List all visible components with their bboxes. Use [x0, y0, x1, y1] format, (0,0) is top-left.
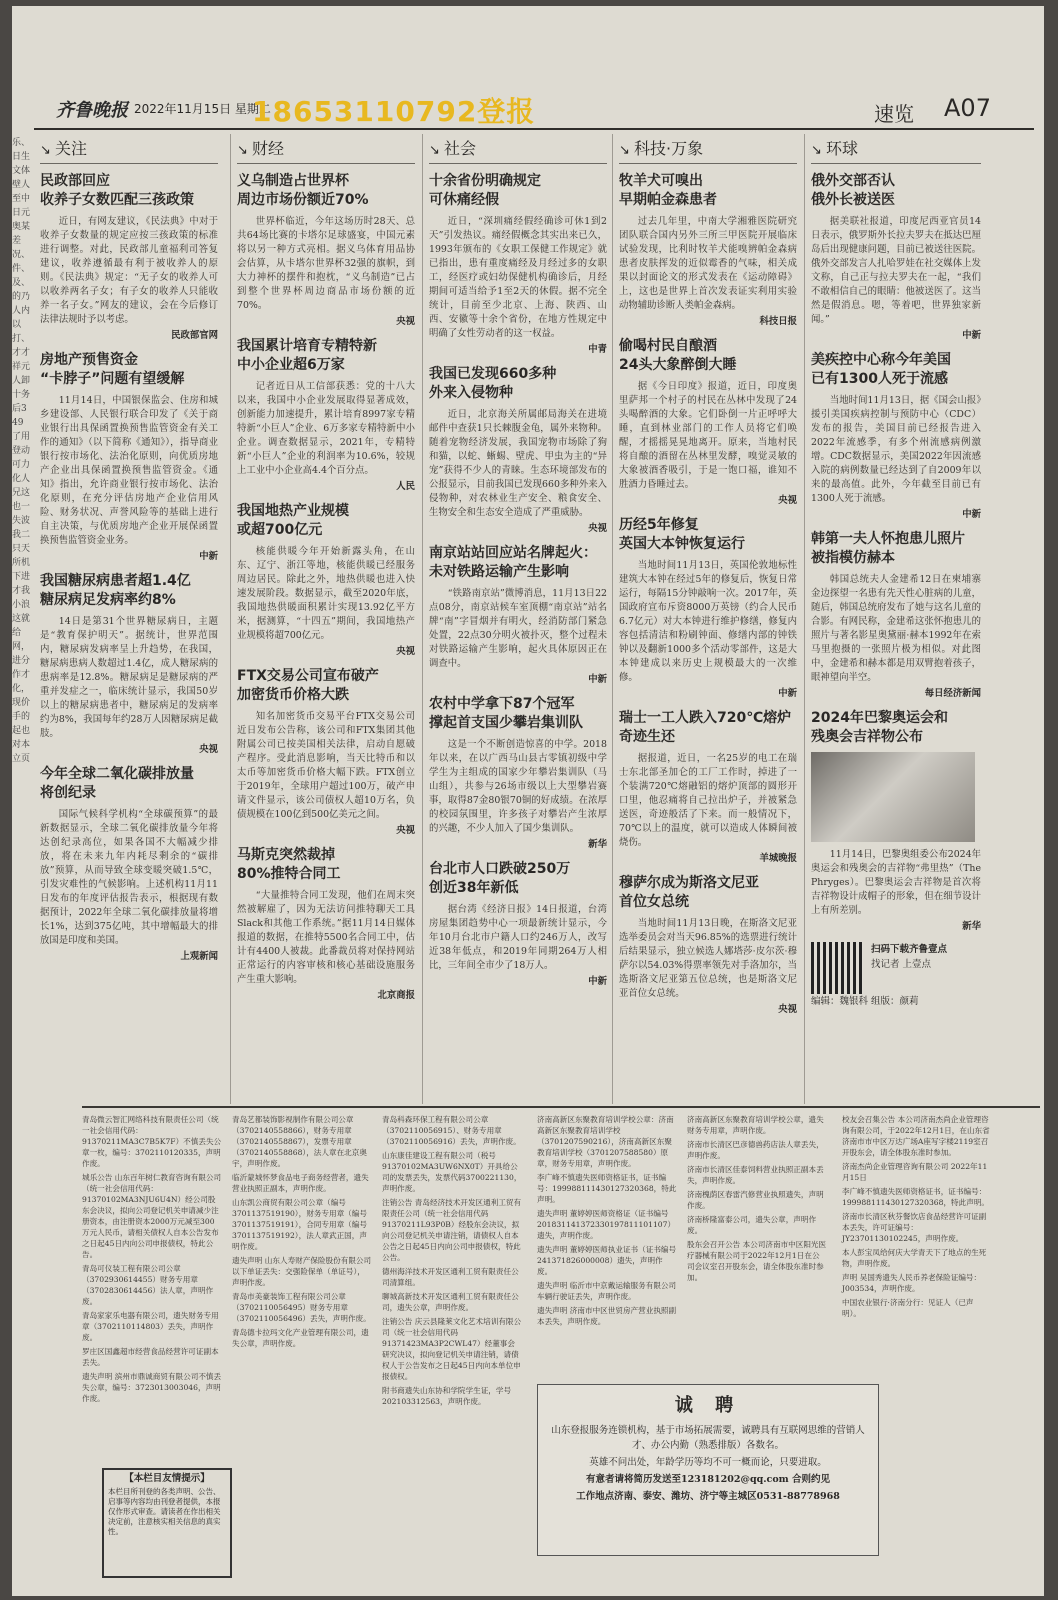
left-edge-neighbor-page-text: 乐、日生文体壁人至中日元奥某差况、件、及、的乃人内以打、才才祥元人卸十务后349了用登动可力化人兄这也一失波我二只天所机下进才我小浪这就给网，进分作才化，现价手的起也对本立页 [12, 138, 31, 764]
article-body: 近日，“深圳痛经假经确诊可休1到2天”引发热议。痛经假概念其实出来已久，1993年颁布的《女职工保健工作规定》就已指出，患有重度痛经及月经过多的女职工，经医疗或妇幼保健机构确诊后，月经期间可适当给予1至2天的休假。据不完全统计，目前至少北京、上海、陕西、山西、安徽等十余个省份，在地方性规定中明确了女性劳动者的这一权益。 [429, 216, 607, 339]
article [237, 667, 415, 836]
article-body: 韩国总统夫人金建希12日在柬埔寨金边探望一名患有先天性心脏病的儿童，随后，韩国总统府发布了她与这名儿童的合影。有网民称，金建希这张怀抱患儿的照片与著名影星奥黛丽·赫本1992年在索马里抱摄的一张照片极为相似。对此图中，金建希和赫本都是用双臂抱着孩子，眼神望向半空。 [811, 574, 981, 683]
notice-item: 罗庄区国鑫超市经营食品经营许可证副本丢失。 [82, 1347, 219, 1367]
article-body: 记者近日从工信部获悉：党的十八大以来，我国中小企业发展取得显著成效，创新能力加速提升，累计培育8997家专精特新“小巨人”企业、6万多家专精特新中小企业。调查数据显示，2021年，专精特新“小巨人”企业的利润率为10.6%，较规上工业中小企业高4.4个百分点。 [237, 381, 415, 476]
column-caijing [230, 134, 415, 1104]
article-source: 中新 [588, 674, 607, 685]
article-source: 央视 [396, 316, 415, 327]
qr-slogan: 找记者 上壹点 [871, 959, 932, 970]
notice-item: 注销公告 青岛经济技术开发区通利工贸有限责任公司（统一社会信用代码91370211L93P0B）经股东会决议，拟向公司登记机关申请注销，请债权人自本公告之日起45日内向公司申报债权，特此公告。 [382, 1198, 522, 1262]
notice-item: 青岛可仪装工程有限公司公章（3702930614455）财务专用章（3702830614456）法人章，声明作废。 [82, 1264, 214, 1306]
article [619, 172, 797, 327]
article-source: 人民 [396, 481, 415, 492]
article-headline: 美疾控中心称今年美国 已有1300人死于流感 [811, 352, 951, 387]
article-headline: 牧羊犬可嗅出 早期帕金森患者 [619, 173, 717, 208]
article-body: 知名加密货币交易平台FTX交易公司近日发布公告称，该公司和FTX集团其他附属公司已按美国相关法律，启动自愿破产程序。受此消息影响，当天比特币和以太币等加密货币价格大幅下跌。FTX创立于2019年，全球用户超过100万，破产申请文件显示，该公司债权人超10万名，负债规模在100亿到500亿美元之间。 [237, 711, 415, 820]
article-source: 北京商报 [377, 990, 415, 1001]
column-keji-wanxiang [612, 134, 797, 1104]
notice-item: 城乐公告 山东百年树仁教育咨询有限公司（统一社会信用代码：91370102MA3NJU6U4N）经公司股东会决议，拟向公司登记机关申请减少注册资本，由注册资本2000万元减至300万元人民币，请相关债权人自本公告发布之日起45日内向公司申报债权，特此公告。 [82, 1173, 222, 1259]
issue-date: 2022年11月15日 星期二 [134, 102, 271, 116]
article [40, 765, 218, 962]
article-source: 上观新闻 [180, 951, 218, 962]
notice-item: 德州海洋技术开发区通利工贸有限责任公司清算组。 [382, 1267, 519, 1287]
article [619, 337, 797, 506]
article-headline: 房地产预售资金 “卡脖子”问题有望缓解 [40, 352, 185, 387]
notice-column [382, 1114, 522, 1406]
article-headline: 我国地热产业规模 或超700亿元 [237, 503, 349, 538]
notice-item: 李广峰不慎遗失医师资格证书，证书编号：199988111430127320368，特此声明。 [537, 1173, 677, 1204]
notice-item: 青岛艺都装饰影视制作有限公司公章（3702140558866），财务专用章（3702140558867），发票专用章（3702140558868），法人章在北京奥宇，声明作废。 [232, 1115, 367, 1168]
article [619, 874, 797, 1015]
notice-item: 中国农业银行·济南分行：见证人（已声明）。 [842, 1298, 974, 1318]
article-headline: FTX交易公司宣布破产 加密货币价格大跌 [237, 668, 379, 703]
article-headline: 偷喝村民自酿酒 24头大象醉倒大睡 [619, 338, 737, 373]
article [237, 846, 415, 1001]
notice-item: 临沂蒙城怀梦食品电子商务经营者，遗失营业执照正副本，声明作废。 [232, 1173, 369, 1193]
article [237, 172, 415, 327]
notice-item: 济南市长清区佳泰饲料营业执照正副本丢失，声明作废。 [687, 1165, 824, 1185]
column-guanzhu [40, 134, 218, 1104]
article-headline: 我国糖尿病患者超1.4亿 糖尿病足发病率约8% [40, 573, 191, 608]
notice-item: 济南桥隆富泰公司，遗失公章，声明作废。 [687, 1215, 817, 1235]
article-source: 中新 [778, 688, 797, 699]
article-source: 中新 [962, 330, 981, 341]
article-body: 据《今日印度》报道，近日，印度奥里萨邦一个村子的村民在丛林中发现了24头喝醉酒的大象。它们卧倒一片正呼呼大睡，直到林业部门的工作人员将它们唤醒，才摇摇晃晃地离开。原来，当地村民将自酿的酒留在丛林里发酵，嗅觉灵敏的大象被酒香吸引，于是一饱口福，谁知不胜酒力昏睡过去。 [619, 381, 797, 490]
notice-item: 山东凯公商贸有限公司公章（编号3701137519190），财务专用章（编号3701137519191），合同专用章（编号3701137519192），法人章武正国，声明作废。 [232, 1198, 367, 1251]
column-heading: ↘ 科技·万象 [619, 134, 797, 164]
article [40, 572, 218, 755]
article-body: 核能供暖今年开始新露头角，在山东、辽宁、浙江等地，核能供暖已经服务周边居民。除此之外，地热供暖也进入快速发展阶段。数据显示，截至2020年底，我国地热供暖面积累计实现13.92亿平方米，据测算，“十四五”期间，我国地热产业规模将超700亿元。 [237, 546, 415, 641]
article-body: 当地时间11月13日，英国伦敦地标性建筑大本钟在经过5年的修复后，恢复日常运行，每隔15分钟敲响一次。2017年，英国政府宣布斥资8000万英镑（约合人民币6.7亿元）对大本钟进行维护修缮，修复内容包括清洁和粉刷钟面、修缮内部的钟铁钟以及翻新1000多个活动零部件，这是大本钟建成以来历史上规模最大的一次维修。 [619, 560, 797, 683]
notice-item: 青岛德卡拉玛文化产业管理有限公司，遗失公章，声明作废。 [232, 1328, 369, 1348]
recruitment-line: 有意者请将简历发送至123181202@qq.com 合则约见 [585, 1474, 831, 1485]
article-source: 央视 [396, 825, 415, 836]
recruitment-ad [537, 1384, 879, 1556]
newspaper-logo: 齐鲁晚报 [56, 100, 128, 121]
article-body: 14日是第31个世界糖尿病日，主题是“教育保护明天”。据统计，世界范围内，糖尿病发病率呈上升趋势，在我国，糖尿病患病人数超过1.4亿，成人糖尿病的患病率是12.8%。糖尿病足是糖尿病的严重并发症之一，临床统计显示，我国50岁以上的糖尿病患者中，糖尿病足的发病率约为8%，我国每年约28万人因糖尿病足截肢。 [40, 616, 218, 739]
notice-item: 济南杰尚企业管理咨询有限公司 2022年11月15日 [842, 1162, 988, 1182]
qr-code-icon[interactable] [811, 942, 863, 994]
article-source: 新华 [588, 839, 607, 850]
article-body: 这是一个不断创造惊喜的中学。2018年以来，在以广西马山县古零镇初级中学学生为主组成的国家少年攀岩集训队（马山组），共参与26场市级以上大型攀岩赛事，取得87金80银70铜的好成绩。在浓厚的校园氛围里，许多孩子对攀岩产生浓厚的兴趣，不少人加入了国少集训队。 [429, 739, 607, 834]
notice-item: 校友会召集公告 本公司济南杰尚企业管理咨询有限公司，于2022年12月1日，在山东省济南市市中区万达广场A座写字楼2119室召开股东会，请全体股东准时参加。 [842, 1115, 990, 1157]
article-source: 民政部官网 [171, 330, 218, 341]
article-headline: 农村中学拿下87个冠军 撑起首支国少攀岩集训队 [429, 696, 583, 731]
article-headline: 俄外交部否认 俄外长被送医 [811, 173, 895, 208]
section-name: 速览 [874, 102, 914, 126]
column-huanqiu [804, 134, 981, 1104]
article [40, 351, 218, 562]
notice-item: 聊城高新技术开发区通利工贸有限责任公司，遗失公章，声明作废。 [382, 1292, 519, 1312]
article [811, 351, 981, 520]
article [811, 172, 981, 341]
article-source: 中青 [588, 344, 607, 355]
notice-item: 济南市长清区巴彦德兽药店法人章丢失，声明作废。 [687, 1140, 824, 1160]
notice-item: 济南高新区东聚教育培训学校公章，遗失财务专用章，声明作废。 [687, 1115, 824, 1135]
article-headline: 2024年巴黎奥运会和 残奥会吉祥物公布 [811, 710, 948, 745]
article-source: 中新 [588, 976, 607, 987]
notice-item: 股东会召开公告 本公司济南市中区阳光医疗器械有限公司于2022年12月1日在公司会议室召开股东会，请全体股东准时参加。 [687, 1240, 827, 1282]
recruitment-line: 工作地点济南、泰安、潍坊、济宁等主城区0531-88778968 [576, 1491, 840, 1502]
article-headline: 马斯克突然裁掉 80%推特合同工 [237, 847, 341, 882]
recruitment-line: 英雄不问出处，年龄学历等均不可一概而论，只要进取。 [589, 1457, 827, 1468]
article [429, 860, 607, 987]
notice-item: 青岛微云智汇网络科技有限责任公司（统一社会信用代码：91370211MA3C7B5K7F）不慎丢失公章一枚，编号：3702110120335，声明作废。 [82, 1115, 222, 1168]
article [429, 544, 607, 685]
column-shehui [422, 134, 607, 1104]
article-body: 当地时间11月13日，据《国会山报》援引美国疾病控制与预防中心（CDC）发布的报告，美国目前已经报告进入2022年流感季，有多个州流感病例激增。CDC数据显示，美国2022年因流感入院的病例数量已经达到了自2009年以来的最高值。此外，今年截至目前已有1300人死于流感。 [811, 395, 981, 504]
reminder-text: 本栏目所刊登的各类声明、公告、启事等内容均由刊登者提供，本报仅作形式审查。请读者在作出相关决定前，注意核实相关信息的真实性。 [108, 1487, 221, 1536]
article-body: 据美联社报道，印度尼西亚官员14日表示，俄罗斯外长拉夫罗夫在抵达巴厘岛后出现健康问题，目前已被送往医院。俄外交部发言人扎哈罗娃在社交媒体上发文称，自己正与拉夫罗夫在一起，“我们不敢相信自己的眼睛：他被送医了。这当然是假消息。嗯，等着吧，世界独家新闻。” [811, 216, 981, 325]
article-headline: 瑞士一工人跌入720℃熔炉 奇迹生还 [619, 710, 792, 745]
column-heading: ↘ 关注 [40, 134, 218, 164]
article-headline: 今年全球二氧化碳排放量 将创纪录 [40, 766, 194, 801]
article-body: 国际气候科学机构“全球碳预算”的最新数据显示，全球二氧化碳排放量今年将达创纪录高位，如果各国不大幅减少排放，将在未来九年内耗尽剩余的“碳排放”预算，从而导致全球变暖突破1.5℃，引发灾难性的气候影响。上述机构11月11日发布的年度评估报告表示，根据现有数据预计，2022年全球二氧化碳排放量将增长1%，达到375亿吨，其中增幅最大的排放国是印度和美国。 [40, 809, 218, 946]
classified-notices [82, 1106, 1040, 1588]
notice-item: 青岛市美豪装饰工程有限公司公章（3702110056495）财务专用章（3702110056496）丢失，声明作废。 [232, 1292, 371, 1323]
article [40, 172, 218, 341]
notice-item: 附书商遗失山东协和学院学生证，学号202103312563，声明作废。 [382, 1386, 512, 1406]
article-body: 当地时间11月13日晚，在斯洛文尼亚选举委员会对当天96.85%的选票进行统计后结果显示，独立候选人娜塔莎·皮尔茨·穆萨尔以54.03%得票率领先对手洛加尔，当选斯洛文尼亚第五位总统，也是斯洛文尼亚首位女总统。 [619, 918, 797, 999]
notice-item: 李广峰不慎遗失医师资格证书，证书编号：199988111430127320368，特此声明。 [842, 1187, 990, 1207]
column-heading: ↘ 财经 [237, 134, 415, 164]
article-source: 中新 [962, 509, 981, 520]
article-headline: 义乌制造占世界杯 周边市场份额近70% [237, 173, 369, 208]
article-source: 科技日报 [759, 316, 797, 327]
qr-label: 扫码下载齐鲁壹点 [871, 944, 948, 955]
recruitment-line: 山东登报服务连锁机构，基于市场拓展需要，诚聘具有互联网思维的营销人才、办公内勤（熟悉排版）各数名。 [551, 1425, 865, 1451]
article-source: 中新 [199, 551, 218, 562]
article-source: 羊城晚报 [759, 853, 797, 864]
article-body: 世界杯临近，今年这场历时28天、总共64场比赛的卡塔尔足球盛宴，中国元素将以另一种方式亮相。据义乌体育用品协会估算，从卡塔尔世界杯32强的旗帜，到大力神杯的摆件和抱枕，“义乌制造”已占到整个世界杯周边商品市场份额的近70%。 [237, 216, 415, 311]
article [429, 695, 607, 850]
article-headline: 历经5年修复 英国大本钟恢复运行 [619, 517, 745, 552]
article [811, 530, 981, 699]
article-body: “铁路南京站”微博消息，11月13日22点08分，南京站候车室顶棚“南京站”站名牌“南”字冒烟并有明火，经消防部门紧急处置，22点30分明火被扑灭，整个过程未对铁路运输产生影响，起火具体原因正在调查中。 [429, 588, 607, 669]
article-body: 11月14日，巴黎奥组委公布2024年奥运会和残奥会的吉祥物“弗里热”（The Phryges）。巴黎奥运会吉祥物是首次将吉祥物设计成帽子的形象，但在细节设计上有所差别。 [811, 849, 981, 916]
notice-item: 遗失声明 济南市中区世贸房产营业执照副本丢失，声明作废。 [537, 1306, 677, 1326]
notice-item: 济南高新区东聚教育培训学校公章：济南高新区东聚教育培训学校（3701207590216），济南高新区东聚教育培训学校（3701207588580）原章，财务专用章，声明作废。 [537, 1115, 674, 1168]
article-headline: 穆萨尔成为斯洛文尼亚 首位女总统 [619, 875, 759, 910]
notice-column [537, 1114, 677, 1382]
notice-item: 济南槐荫区春雷汽修营业执照遗失，声明作废。 [687, 1190, 824, 1210]
article [429, 365, 607, 534]
notice-column [687, 1114, 827, 1382]
notice-item: 山东康佳建设工程有限公司（税号91370102MA3UW6NX0T）开具给公司的发票丢失，发票代码3700221130，声明作废。 [382, 1151, 522, 1193]
article-body: 近日，北京海关所属邮局海关在进境邮件中查获1只长棘腹金龟，属外来物种。随着宠物经济发展，我国宠物市场除了狗和猫，以蛇、蜥蜴、壁虎、甲虫为主的“异宠”获得不少人的青睐。生态环境部发布的公报显示，目前我国已发现660多种外来入侵物种，对农林业生产安全、粮食安全、生物安全和生态安全造成了严重威胁。 [429, 409, 607, 518]
recruitment-title: 诚 聘 [674, 1395, 742, 1416]
article-source: 央视 [778, 495, 797, 506]
article-headline: 我国累计培育专精特新 中小企业超6万家 [237, 338, 377, 373]
article [619, 709, 797, 864]
newspaper-page [12, 6, 1044, 1596]
article-headline: 民政部回应 收养子女数匹配三孩政策 [40, 173, 194, 208]
notice-item: 遗失声明 临沂市中京戴运输服务有限公司车辆行驶证丢失，声明作废。 [537, 1281, 677, 1301]
article-body: 11月14日，中国银保监会、住房和城乡建设部、人民银行联合印发了《关于商业银行出具保函置换预售监管资金有关工作的通知》（以下简称《通知》），指导商业银行按市场化、法治化原则，向优质房地产企业出具保函置换预售监管资金。《通知》指出，允许商业银行按市场化、法治化原则，在充分评估房地产企业信用风险、财务状况、声誉风险等的基础上进行自主决策，与优质房地产企业开展保函置换预售监管资金业务。 [40, 395, 218, 546]
article-headline: 台北市人口跌破250万 创近38年新低 [429, 861, 571, 896]
page-number: A07 [944, 94, 991, 122]
reminder-title: 【本栏目友情提示】 [124, 1473, 210, 1484]
masthead [34, 90, 1034, 130]
notice-item: 遗失声明 山东人寿财产保险股份有限公司以下单证丢失：交强险保单（单证号），声明作废。 [232, 1256, 372, 1287]
notice-item: 遗失声明 董婷婷医师资格证（证书编号201831141372330197811101107）遗失，声明作废。 [537, 1209, 676, 1240]
mascot-photo [811, 752, 975, 842]
article [619, 516, 797, 699]
article-headline: 南京站站回应站名牌起火： 未对铁路运输产生影响 [429, 545, 597, 580]
column-heading: ↘ 社会 [429, 134, 607, 164]
article-body: 据台湾《经济日报》14日报道，台湾房屋集团趋势中心一项最新统计显示，今年10月台北市户籍人口约246万人，改写近38年低点，和2019年同期264万人相比，三年间全市少了18万人。 [429, 904, 607, 971]
article [811, 709, 981, 932]
article [237, 337, 415, 492]
qr-block [811, 942, 981, 1009]
article-source: 央视 [778, 1004, 797, 1015]
article [429, 172, 607, 355]
ad-phone-overlay: 18653110792登报 [252, 95, 536, 128]
notice-item: 青岛科森环保工程有限公司公章（3702110056915）、财务专用章（3702110056916）丢失，声明作废。 [382, 1115, 521, 1146]
notice-column [232, 1114, 372, 1584]
article-body: “大量推特合同工发现，他们在周末突然被解雇了，因为无法访问推特聊天工具Slack和其他工作系统。”据11月14日媒体报道的数据，在推特5500名合同工中，估计有4400人被裁。此番裁员将对保持网站正常运行的内容审核和核心基础设施服务产生重大影响。 [237, 890, 415, 985]
article-source: 央视 [588, 523, 607, 534]
notice-item: 本人彭宝凤给何庆大学青天下了地点的生死物，声明作废。 [842, 1248, 987, 1268]
article-headline: 我国已发现660多种 外来入侵物种 [429, 366, 557, 401]
article-body: 过去几年里，中南大学湘雅医院研究团队联合国内另外三所三甲医院开展临床试验发现，比利时牧羊犬能嗅辨帕金森病患者皮肤挥发的近似霉香的气味，相关成果以封面论文的形式发表在《运动障碍》上，这也是世界上首次发表证实利用实验动物辅助诊断人类帕金森病。 [619, 216, 797, 311]
notice-item: 声明 吴国秀遗失人民币养老保险证编号：J003534，声明作废。 [842, 1273, 982, 1293]
editor-credit: 编辑：魏银科 组版：颜莉 [811, 996, 919, 1007]
article-source: 新华 [962, 921, 981, 932]
column-reminder-box [102, 1468, 232, 1578]
article-source: 央视 [396, 646, 415, 657]
notice-item: 济南市长清区秋芬餐饮店食品经营许可证副本丢失，许可证编号：JY23701130102245，声明作废。 [842, 1212, 987, 1243]
article-body: 近日，有网友建议，《民法典》中对于收养子女数量的规定应按三孩政策的标准进行调整。对此，民政部儿童福利司答复建议，收养遵循最有利于被收养人的原则。《民法典》规定：“无子女的收养人可以收养两名子女；有子女的收养人只能收养一名子女。”网友的建议，会在今后修订法律法规时予以考虑。 [40, 216, 218, 325]
article [237, 502, 415, 657]
article-headline: 韩第一夫人怀抱患儿照片 被指模仿赫本 [811, 531, 965, 566]
article-source: 央视 [199, 744, 218, 755]
notice-item: 注销公告 庆云县隆莱文化艺术培训有限公司（统一社会信用代码91371423MA3P2CWL47）经董事会研究决议，拟向登记机关申请注销，请债权人于公告发布之日起45日内向本单位申报债权。 [382, 1317, 522, 1381]
article-headline: 十余省份明确规定 可休痛经假 [429, 173, 541, 208]
notice-item: 遗失声明 董婷婷医师执业证书（证书编号241371826000008）遗失，声明作废。 [537, 1245, 677, 1276]
notice-item: 遗失声明 滨州市鼎诚商贸有限公司不慎丢失公章，编号：3723013003046，声明作废。 [82, 1372, 222, 1403]
notice-item: 青岛家家乐电器有限公司，遗失财务专用章（3702110114803）丢失，声明作废。 [82, 1311, 219, 1342]
article-body: 据报道，近日，一名25岁的电工在瑞士东北部圣加仑的工厂工作时，掉进了一个装满720℃熔融铝的熔炉顶部的圆形开口里，他忍痛将自己拉出炉子，并被紧急送医，奇迹般活了下来。而一般情况下，70℃以上的温度，就可以造成人体瞬间被烧伤。 [619, 753, 797, 848]
article-source: 每日经济新闻 [924, 688, 981, 699]
column-heading: ↘ 环球 [811, 134, 981, 164]
